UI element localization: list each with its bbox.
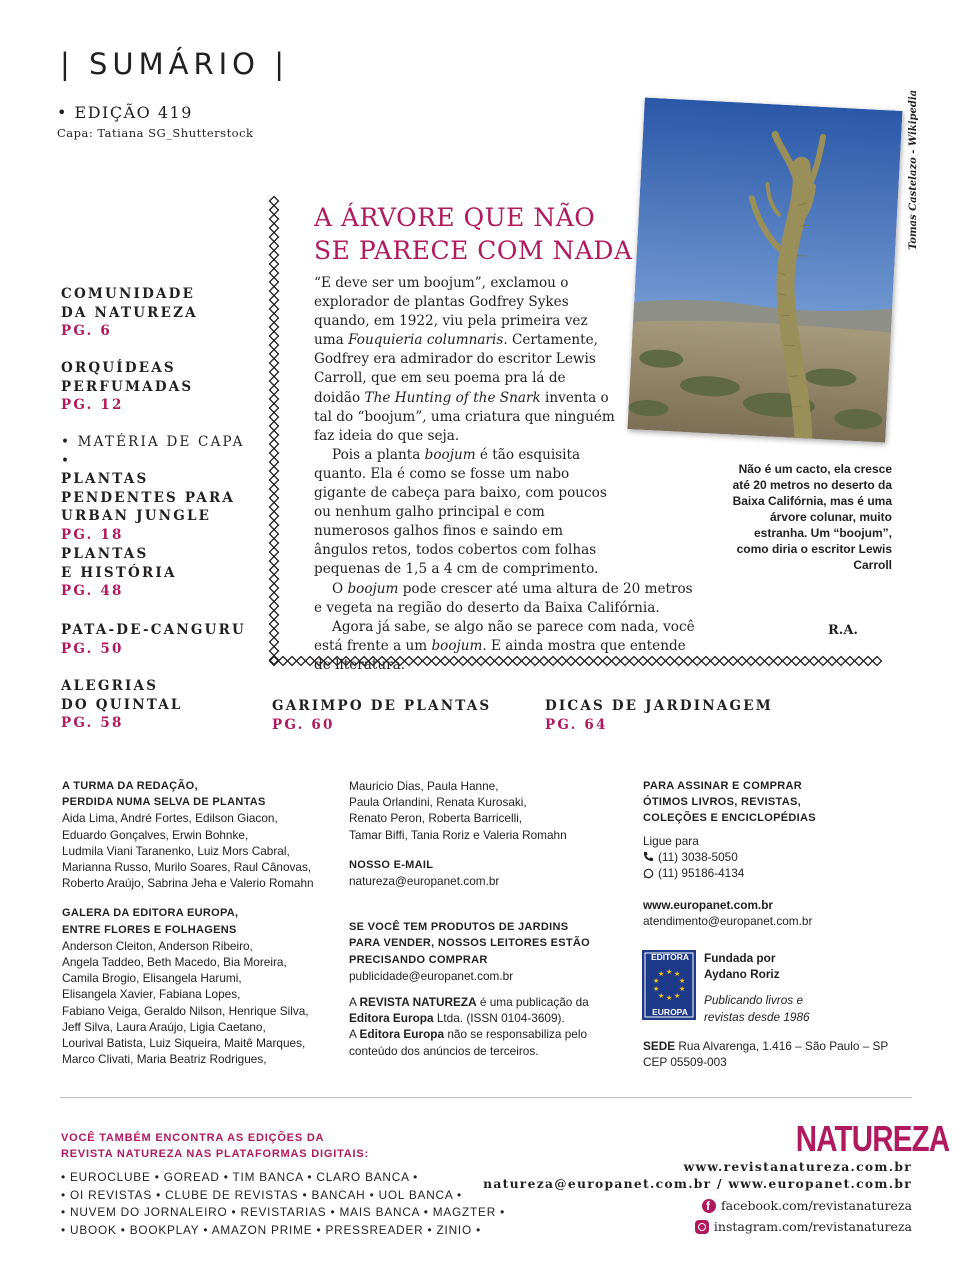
border-diamond	[270, 332, 279, 341]
staff-names: Aida Lima, André Fortes, Edilson Giacon,	[62, 811, 278, 826]
border-diamond	[270, 242, 279, 251]
edition-number: • EDIÇÃO 419	[57, 103, 193, 122]
instagram-handle: instagram.com/revistanatureza	[713, 1219, 912, 1234]
staff-names: Fabiano Veiga, Geraldo Nilson, Henrique Silva,	[62, 1003, 309, 1018]
feature-title-line: SE PARECE COM NADA	[314, 236, 633, 265]
border-diamond	[270, 377, 279, 386]
diamond-border-left	[268, 195, 280, 665]
border-diamond	[270, 359, 279, 368]
europanet-site-link[interactable]: www.europanet.com.br	[643, 898, 774, 913]
phone-number: (11) 3038-5050	[658, 849, 738, 864]
staff-names: Ludmila Viani Taranenko, Luiz Mors Cabral,	[62, 843, 290, 858]
border-diamond	[270, 215, 279, 224]
legal-notice: A REVISTA NATUREZA é uma publicação da	[349, 995, 589, 1010]
border-diamond	[270, 449, 279, 458]
staff-names: Tamar Biffi, Tania Roriz e Valeria Romahn	[349, 827, 567, 842]
border-diamond	[270, 296, 279, 305]
border-diamond	[270, 305, 279, 314]
staff-names: Marco Clivati, Maria Beatriz Rodrigues,	[62, 1052, 267, 1067]
border-diamond	[774, 657, 783, 666]
publisher-slogan: Publicando livros e	[704, 993, 804, 1008]
border-diamond	[270, 413, 279, 422]
facebook-handle: facebook.com/revistanatureza	[721, 1198, 912, 1213]
staff-names: Paula Orlandini, Renata Kurosaki,	[349, 795, 527, 810]
digital-platforms-heading: VOCÊ TAMBÉM ENCONTRA AS EDIÇÕES DA REVISTA NATUREZA NAS PLATAFORMAS DIGITAIS:	[61, 1132, 369, 1160]
toc-label: PATA-DE-CANGURU	[61, 622, 246, 638]
border-diamond	[270, 251, 279, 260]
border-diamond	[270, 458, 279, 467]
svg-text:★: ★	[653, 977, 660, 985]
border-diamond	[810, 657, 819, 666]
border-diamond	[720, 657, 729, 666]
border-diamond	[270, 638, 279, 647]
advertise-email-link[interactable]: publicidade@europanet.com.br	[349, 968, 514, 983]
staff-names: Roberto Araújo, Sabrina Jeha e Valerio Romahn	[62, 876, 314, 891]
boojum-photo	[627, 97, 902, 442]
border-diamond	[270, 620, 279, 629]
subscribe-heading: PARA ASSINAR E COMPRAR	[643, 780, 802, 792]
boojum-tree-image	[627, 97, 902, 442]
brand-links	[483, 1159, 912, 1192]
border-diamond	[747, 657, 756, 666]
toc-page: PG. 6	[61, 323, 112, 339]
toc-label: PLANTAS	[61, 471, 149, 487]
toc-label: PENDENTES PARA	[61, 489, 236, 506]
border-diamond	[270, 593, 279, 602]
photo-caption: Não é um cacto, ela cresce até 20 metros no deserto da Baixa Califórnia, mas é uma árvore colunar, muito estranha. Um “boojum”, como diria o escritor Lewis Carroll	[732, 462, 892, 572]
border-diamond	[783, 657, 792, 666]
advertise-heading: PRECISANDO COMPRAR	[349, 953, 488, 966]
svg-text:★: ★	[679, 985, 686, 993]
border-diamond	[270, 548, 279, 557]
whatsapp-row[interactable]	[643, 865, 913, 881]
photo-credit: Tomas Castelazo - Wikipedia	[908, 89, 919, 250]
legal-notice: A Editora Europa não se responsabiliza pelo	[349, 1027, 588, 1042]
advertise-heading: PARA VENDER, NOSSOS LEITORES ESTÃO	[349, 937, 591, 950]
platform-line: • UBOOK • BOOKPLAY • AMAZON PRIME • PRESSREADER • ZINIO •	[61, 1222, 481, 1237]
whatsapp-icon	[643, 868, 654, 879]
border-diamond	[270, 287, 279, 296]
natureza-email-link[interactable]: natureza@europanet.com.br / www.europanet.com.br	[483, 1175, 912, 1191]
postal-code: CEP 05509-003	[643, 1055, 727, 1070]
staff-names: Elisangela Xavier, Fabiana Lopes,	[62, 987, 241, 1002]
staff-column-3	[643, 778, 913, 930]
border-diamond	[711, 657, 720, 666]
border-diamond	[279, 657, 288, 666]
staff-names: Lourival Batista, Luiz Siqueira, Maitê Marques,	[62, 1036, 306, 1051]
border-diamond	[270, 494, 279, 503]
border-diamond	[270, 566, 279, 575]
toc-label: DO QUINTAL	[61, 696, 183, 713]
toc-label: PLANTAS	[61, 546, 149, 562]
border-diamond	[270, 206, 279, 215]
instagram-link[interactable]	[695, 1219, 912, 1235]
staff-heading: GALERA DA EDITORA EUROPA,	[62, 907, 239, 920]
cover-credit: Capa: Tatiana SG_Shutterstock	[57, 126, 254, 140]
toc-item-pata-canguru[interactable]	[61, 621, 261, 658]
feature-title-line: A ÁRVORE QUE NÃO	[314, 203, 596, 232]
svg-text:★: ★	[658, 992, 665, 1000]
staff-column-2	[349, 778, 614, 1059]
staff-names: Camila Brogio, Elisangela Harumi,	[62, 971, 242, 986]
staff-heading: PERDIDA NUMA SELVA DE PLANTAS	[62, 796, 266, 809]
article-paragraph: “E deve ser um boojum”, exclamou o explorador de plantas Godfrey Sykes quando, em 1922, viu pela primeira vez uma Fouquieria columnaris. Certamente, Godfrey era admirador do escritor Lewis Carroll, que em seu poema pra lá de doidão The Hunting of the Snark inventa o tal do “boojum”, uma criatura que ninguém faz ideia do que seja.	[314, 275, 615, 444]
founder-block	[704, 950, 904, 1025]
natureza-site-link[interactable]: www.revistanatureza.com.br	[683, 1159, 912, 1174]
natureza-logo: NATUREZA	[795, 1118, 950, 1159]
svg-text:★: ★	[674, 992, 681, 1000]
founder-text: Aydano Roriz	[704, 967, 780, 982]
border-diamond	[702, 657, 711, 666]
staff-heading: A TURMA DA REDAÇÃO,	[62, 780, 198, 792]
toc-label: PERFUMADAS	[61, 378, 194, 395]
toc-page: PG. 18	[61, 526, 124, 543]
toc-label: URBAN JUNGLE	[61, 508, 212, 524]
staff-names: Marianna Russo, Murilo Soares, Raul Cânovas,	[62, 860, 312, 875]
toc-kicker: • MATÉRIA DE CAPA •	[61, 434, 245, 469]
toc-item-plantas-historia[interactable]	[61, 545, 261, 601]
border-diamond	[270, 368, 279, 377]
border-diamond	[270, 575, 279, 584]
toc-page: PG. 58	[61, 715, 124, 731]
border-diamond	[270, 440, 279, 449]
svg-text:★: ★	[653, 985, 660, 993]
toc-label: GARIMPO DE PLANTAS	[272, 698, 492, 714]
svg-text:★: ★	[666, 994, 673, 1002]
border-diamond	[864, 657, 873, 666]
toc-item-dicas[interactable]	[545, 697, 773, 734]
border-diamond	[270, 467, 279, 476]
advertise-heading: SE VOCÊ TEM PRODUTOS DE JARDINS	[349, 921, 569, 934]
border-diamond	[270, 233, 279, 242]
svg-text:★: ★	[658, 970, 665, 978]
logo-text-top: EDITORA	[650, 952, 690, 962]
facebook-icon	[702, 1199, 716, 1213]
border-diamond	[846, 657, 855, 666]
address-line: SEDE Rua Alvarenga, 1.416 – São Paulo – SP	[643, 1039, 889, 1053]
call-label: Ligue para	[643, 833, 699, 848]
toc-item-materia-capa[interactable]	[61, 433, 261, 544]
border-diamond	[270, 422, 279, 431]
toc-page: PG. 48	[61, 583, 124, 599]
svg-text:★: ★	[674, 970, 681, 978]
border-diamond	[837, 657, 846, 666]
publisher-slogan: revistas desde 1986	[704, 1009, 810, 1024]
border-diamond	[270, 629, 279, 638]
feature-title	[314, 201, 644, 267]
border-diamond	[270, 386, 279, 395]
toc-label: ALEGRIAS	[61, 678, 159, 694]
staff-names: Renato Peron, Roberta Barricelli,	[349, 811, 523, 826]
instagram-icon	[695, 1220, 709, 1234]
author-signature: R.A.	[828, 623, 858, 638]
article-paragraph: Agora já sabe, se algo não se parece com nada, você está frente a um boojum. E ainda mostra que entende de literatura.	[314, 618, 695, 673]
border-diamond	[792, 657, 801, 666]
border-diamond	[270, 350, 279, 359]
toc-label: DA NATUREZA	[61, 304, 198, 321]
border-diamond	[270, 323, 279, 332]
legal-notice: Editora Europa Ltda. (ISSN 0104-3609).	[349, 1011, 565, 1026]
legal-notice: conteúdo dos anúncios de terceiros.	[349, 1043, 539, 1058]
toc-item-garimpo[interactable]	[272, 697, 491, 734]
toc-item-alegrias[interactable]	[61, 677, 261, 733]
border-diamond	[873, 657, 882, 666]
border-diamond	[828, 657, 837, 666]
staff-names: Mauricio Dias, Paula Hanne,	[349, 779, 499, 793]
contact-email-link[interactable]: natureza@europanet.com.br	[349, 874, 500, 889]
founder-text: Fundada por	[704, 951, 776, 965]
toc-page: PG. 60	[272, 716, 335, 733]
border-diamond	[756, 657, 765, 666]
border-diamond	[270, 341, 279, 350]
svg-text:★: ★	[666, 968, 673, 976]
platform-line: • NUVEM DO JORNALEIRO • REVISTARIAS • MAIS BANCA • MAGZTER •	[61, 1205, 506, 1220]
toc-page: PG. 64	[545, 716, 608, 733]
border-diamond	[270, 224, 279, 233]
border-diamond	[270, 539, 279, 548]
border-diamond	[270, 395, 279, 404]
border-diamond	[801, 657, 810, 666]
toc-item-comunidade[interactable]	[61, 285, 261, 341]
staff-names: Jeff Silva, Laura Araújo, Ligia Caetano,	[62, 1019, 266, 1034]
logo-text-bottom: EUROPA	[652, 1007, 688, 1017]
border-diamond	[270, 611, 279, 620]
address-block	[643, 1038, 913, 1070]
toc-item-orquideas[interactable]	[61, 359, 261, 415]
page-title: | SUMÁRIO |	[60, 47, 289, 81]
staff-column-1	[62, 778, 332, 1067]
border-diamond	[270, 657, 279, 666]
toc-label: COMUNIDADE	[61, 286, 196, 302]
staff-names: Anderson Cleiton, Anderson Ribeiro,	[62, 938, 253, 953]
article-paragraph: O boojum pode crescer até uma altura de 20 metros e vegeta na região do deserto da Baixa Califórnia.	[314, 580, 693, 616]
toc-page: PG. 50	[61, 640, 124, 657]
staff-names: Eduardo Gonçalves, Erwin Bohnke,	[62, 827, 249, 842]
staff-names: Angela Taddeo, Beth Macedo, Bia Moreira,	[62, 955, 287, 970]
border-diamond	[270, 530, 279, 539]
phone-row[interactable]	[643, 849, 913, 865]
phone-icon	[643, 851, 654, 862]
platform-line: • OI REVISTAS • CLUBE DE REVISTAS • BANCAH • UOL BANCA •	[61, 1187, 462, 1202]
subscribe-heading: COLEÇÕES E ENCICLOPÉDIAS	[643, 812, 816, 825]
border-diamond	[270, 584, 279, 593]
border-diamond	[765, 657, 774, 666]
border-diamond	[270, 512, 279, 521]
border-diamond	[270, 404, 279, 413]
whatsapp-number: (11) 95186-4134	[658, 866, 745, 881]
border-diamond	[819, 657, 828, 666]
section-divider	[60, 1097, 912, 1098]
toc-page: PG. 12	[61, 397, 124, 413]
border-diamond	[288, 657, 297, 666]
toc-label: ORQUÍDEAS	[61, 360, 176, 376]
border-diamond	[270, 602, 279, 611]
border-diamond	[270, 521, 279, 530]
article-paragraph: Pois a planta boojum é tão esquisita quanto. Ela é como se fosse um nabo gigante de cabeça para baixo, com poucos ou nenhum galho principal e com numerosos galhos finos e saindo em ângulos retos, todos cobertos com folhas pequenas de 1,5 a 4 cm de comprimento.	[314, 446, 607, 578]
border-diamond	[270, 260, 279, 269]
subscribe-heading: ÓTIMOS LIVROS, REVISTAS,	[643, 796, 801, 809]
staff-heading: ENTRE FLORES E FOLHAGENS	[62, 923, 237, 936]
platform-line: • EUROCLUBE • GOREAD • TIM BANCA • CLARO BANCA •	[61, 1170, 419, 1184]
border-diamond	[270, 314, 279, 323]
toc-label: DICAS DE JARDINAGEM	[545, 698, 773, 714]
facebook-link[interactable]	[702, 1198, 912, 1214]
border-diamond	[297, 657, 306, 666]
email-heading: NOSSO E-MAIL	[349, 858, 434, 871]
border-diamond	[270, 476, 279, 485]
toc-label: E HISTÓRIA	[61, 564, 177, 581]
border-diamond	[270, 557, 279, 566]
border-diamond	[855, 657, 864, 666]
border-diamond	[270, 269, 279, 278]
svg-text:★: ★	[679, 977, 686, 985]
digital-platforms-list	[61, 1169, 505, 1239]
border-diamond	[270, 278, 279, 287]
border-diamond	[729, 657, 738, 666]
border-diamond	[270, 431, 279, 440]
border-diamond	[270, 503, 279, 512]
border-diamond	[270, 197, 279, 206]
border-diamond	[738, 657, 747, 666]
border-diamond	[270, 485, 279, 494]
support-email-link[interactable]: atendimento@europanet.com.br	[643, 914, 813, 929]
